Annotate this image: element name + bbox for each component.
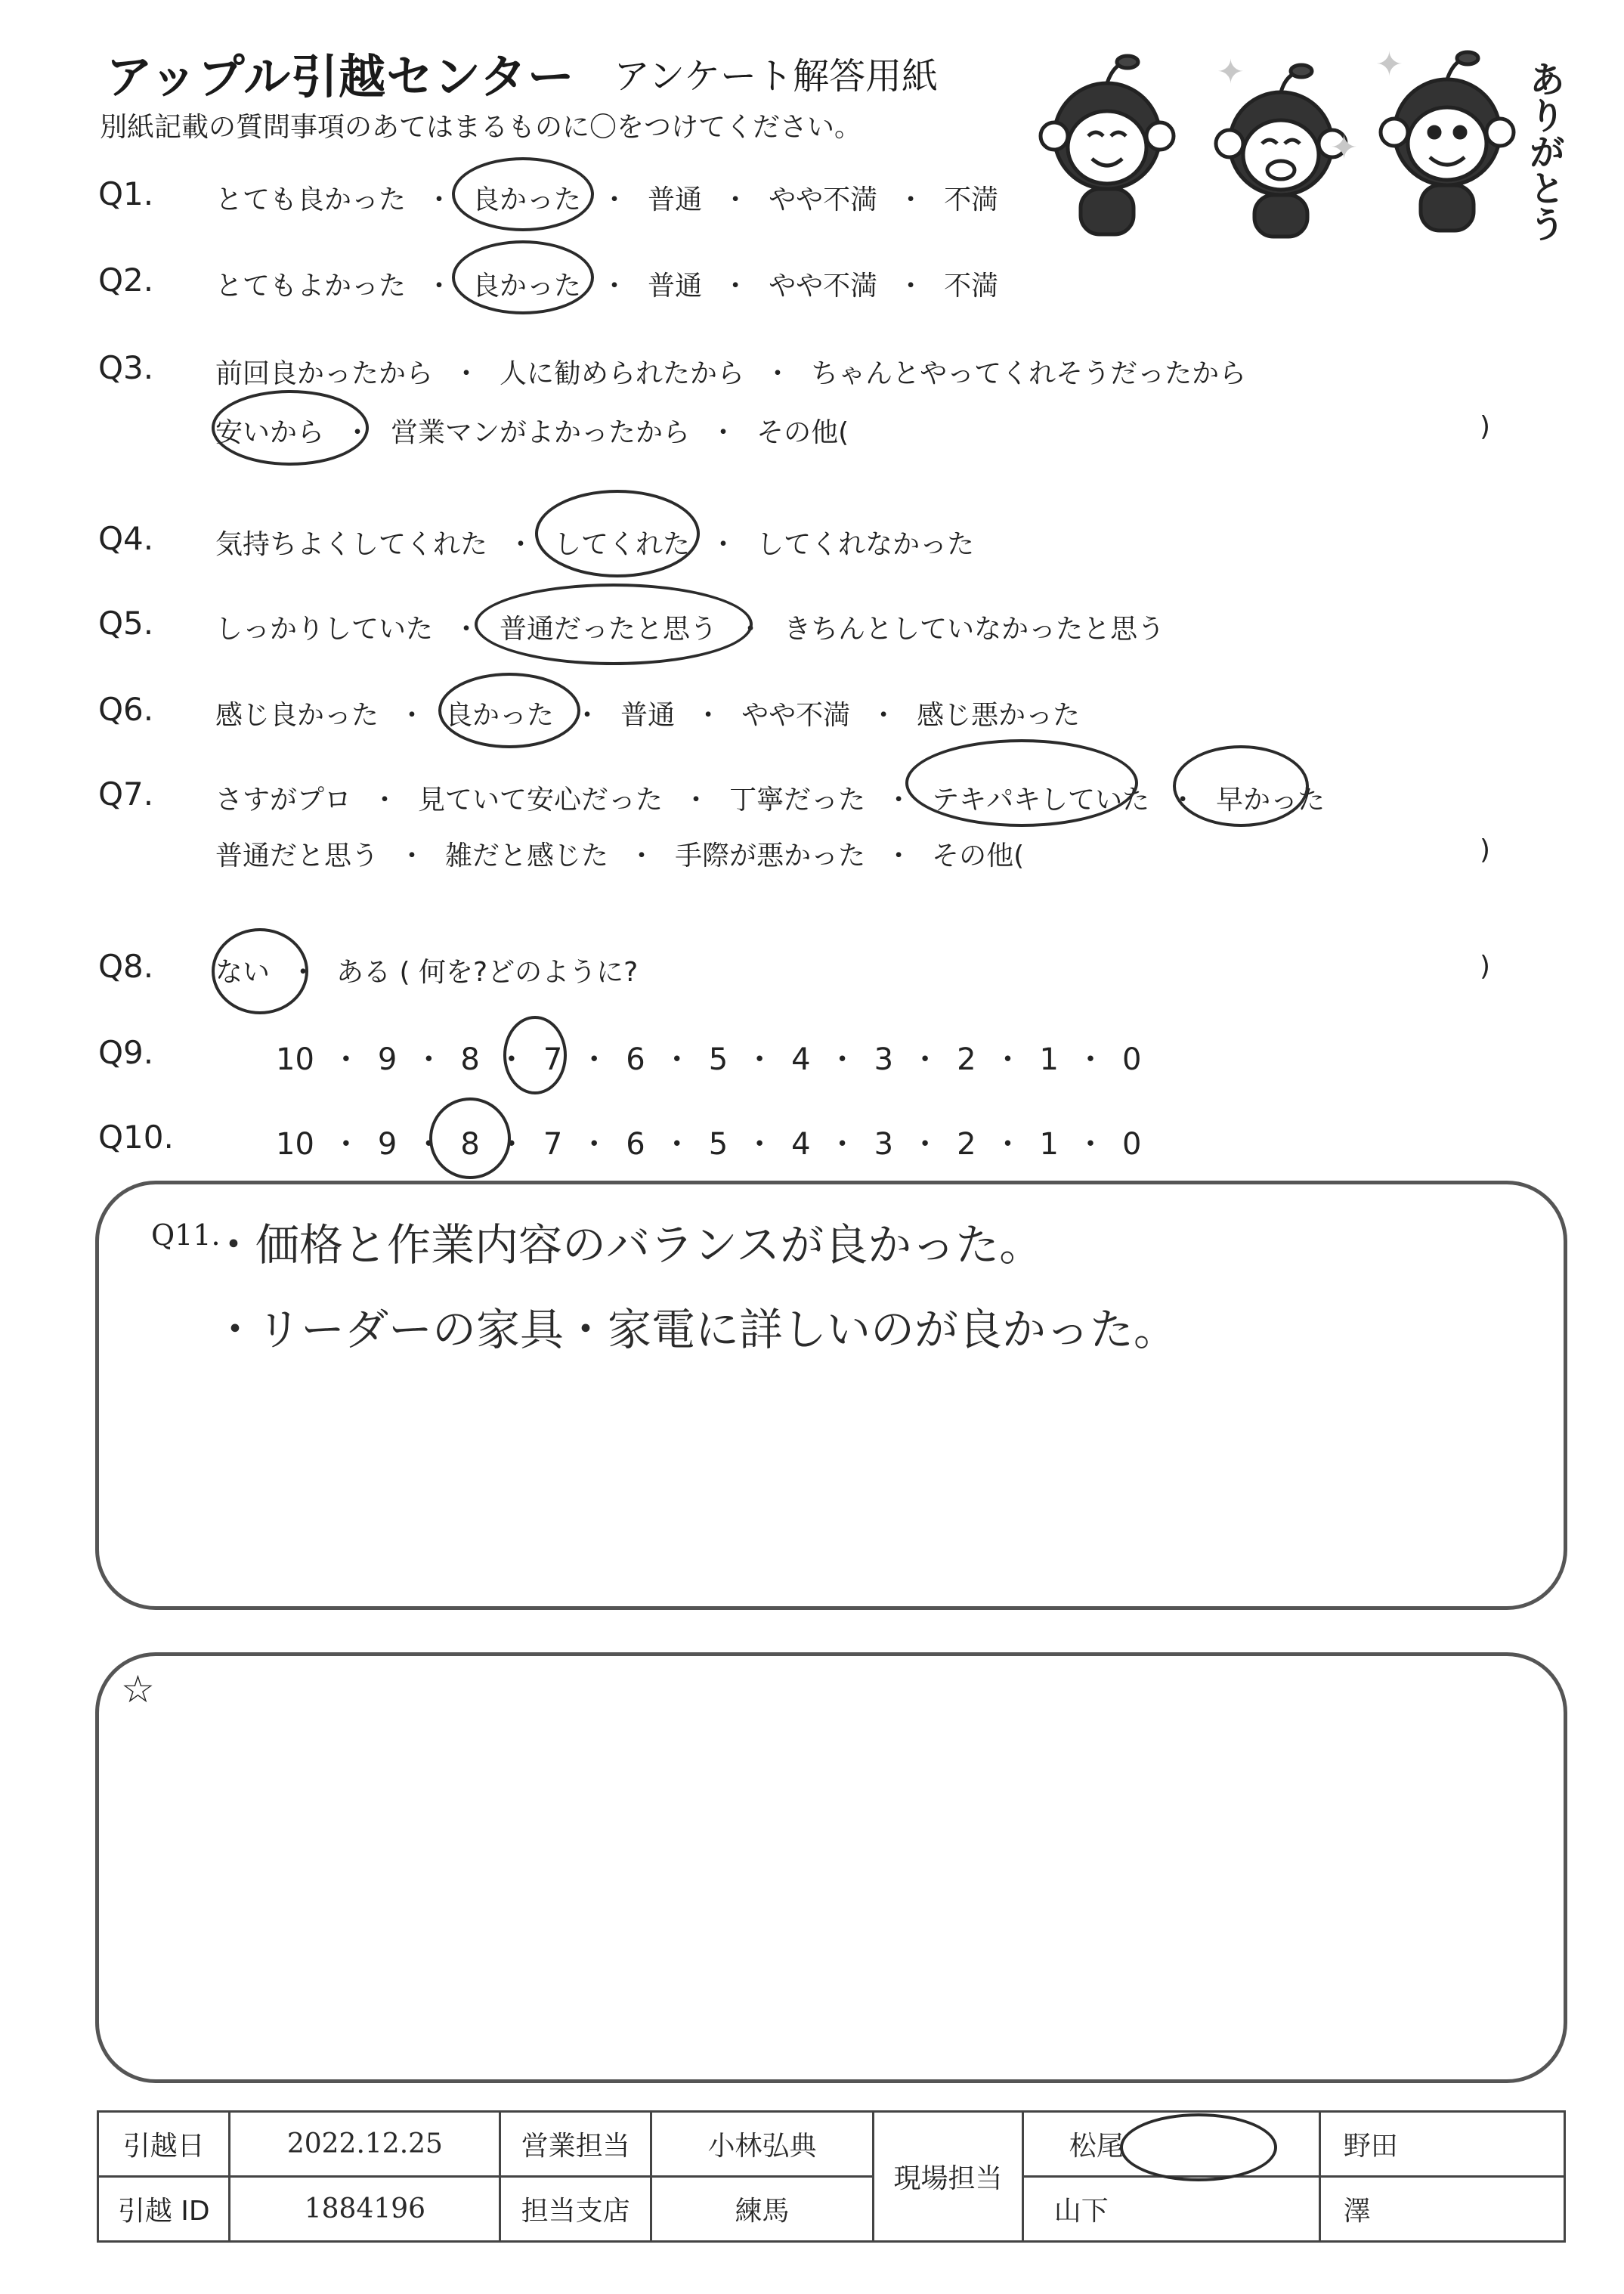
q1-option[interactable]: とても良かった [215, 184, 407, 215]
q7-option-selected[interactable]: テキパキしていた [932, 785, 1150, 816]
q9-score-selected[interactable]: 7 [543, 1042, 563, 1077]
q10-score[interactable]: 4 [791, 1127, 811, 1162]
move-date-label: 引越日 [98, 2112, 230, 2177]
q7-selection-circle [905, 739, 1138, 827]
q7-option[interactable]: 見ていて安心だった [418, 785, 664, 816]
q3-option[interactable]: ちゃんとやってくれそうだったから [811, 358, 1247, 389]
form-title: アンケート解答用紙 [614, 55, 939, 98]
q2-option[interactable]: やや不満 [769, 271, 878, 302]
q10-score[interactable]: 5 [708, 1127, 728, 1162]
q3-selection-circle [212, 390, 369, 466]
q6-option[interactable]: やや不満 [741, 700, 851, 731]
q7-close-paren: ) [1480, 834, 1491, 865]
q8-selection-circle [212, 928, 308, 1014]
q2-option[interactable]: 不満 [944, 271, 999, 302]
q9-score[interactable]: 4 [791, 1042, 811, 1077]
q10-score[interactable]: 10 [276, 1127, 314, 1162]
sparkle-icon: ✦ [1375, 45, 1403, 84]
q10-label: Q10. [98, 1119, 174, 1156]
q4-label: Q4. [98, 520, 154, 557]
q3-label: Q3. [98, 349, 154, 386]
sales-label: 営業担当 [500, 2112, 651, 2177]
q3-options-line1: 前回良かったから ・ 人に勧められたから ・ ちゃんとやってくれそうだったから [215, 352, 1246, 391]
q9-selection-circle [503, 1016, 567, 1094]
q10-selection-circle [429, 1097, 511, 1179]
instruction-text: 別紙記載の質問事項のあてはまるものに〇をつけてください。 [100, 112, 862, 143]
q10-score[interactable]: 7 [543, 1127, 563, 1162]
q5-option[interactable]: しっかりしていた [215, 614, 434, 645]
q7-label: Q7. [98, 776, 154, 813]
q1-option[interactable]: 不満 [944, 184, 999, 215]
q3-option[interactable]: 営業マンがよかったから [391, 417, 691, 448]
q7-selection-circle [1173, 745, 1309, 827]
q7-option[interactable]: 手際が悪かった [675, 841, 866, 871]
free-comment-box[interactable] [95, 1652, 1567, 2083]
footer-info-table [97, 2110, 1566, 2243]
field-staff-4: 澤 [1319, 2177, 1564, 2242]
q5-option[interactable]: きちんとしていなかったと思う [784, 614, 1165, 645]
q7-option-selected[interactable]: 早かった [1216, 785, 1325, 816]
q2-label: Q2. [98, 262, 154, 299]
q6-label: Q6. [98, 691, 154, 728]
q3-option[interactable]: 人に勧められたから [500, 358, 745, 389]
q9-scale: 10 ・ 9 ・ 8 ・ 7 ・ 6 ・ 5 ・ 4 ・ 3 ・ 2 ・ 1 ・ 0 [276, 1042, 1142, 1077]
q10-score[interactable]: 2 [957, 1127, 976, 1162]
q5-option-selected[interactable]: 普通だったと思う [500, 614, 718, 645]
q7-options-line2: 普通だと思う ・ 雑だと感じた ・ 手際が悪かった ・ その他( [215, 834, 1024, 873]
q3-option-selected[interactable]: 安いから [215, 417, 325, 448]
q4-option-selected[interactable]: してくれた [554, 529, 691, 560]
q8-label: Q8. [98, 948, 154, 985]
q3-option-other[interactable]: その他( [756, 417, 849, 448]
q11-answer-line-1: ・価格と作業内容のバランスが良かった。 [212, 1219, 1044, 1271]
q9-score[interactable]: 9 [377, 1042, 397, 1077]
q10-score-selected[interactable]: 8 [460, 1127, 480, 1162]
sales-name: 小林弘典 [651, 2112, 873, 2177]
q5-label: Q5. [98, 605, 154, 642]
q6-option[interactable]: 感じ悪かった [917, 700, 1081, 731]
q7-option[interactable]: 普通だと思う [215, 841, 379, 871]
move-date-value: 2022.12.25 [230, 2112, 500, 2177]
q10-score[interactable]: 9 [377, 1127, 397, 1162]
q9-score[interactable]: 2 [957, 1042, 976, 1077]
q5-options: しっかりしていた ・ 普通だったと思う ・ きちんとしていなかったと思う [215, 608, 1165, 646]
q3-option[interactable]: 前回良かったから [215, 358, 434, 389]
q7-option[interactable]: 雑だと感じた [445, 841, 609, 871]
branch-name: 練馬 [651, 2177, 873, 2242]
q1-label: Q1. [98, 175, 154, 212]
q11-answer-line-2: ・リーダーの家具・家電に詳しいのが良かった。 [213, 1304, 1178, 1355]
move-id-label: 引越 ID [98, 2177, 230, 2242]
branch-label: 担当支店 [500, 2177, 651, 2242]
sparkle-icon: ✦ [1217, 53, 1245, 91]
q1-selection-circle [452, 157, 594, 231]
move-id-value: 1884196 [230, 2177, 500, 2242]
q7-option-other[interactable]: その他( [932, 841, 1025, 871]
q2-option-selected[interactable]: 良かった [472, 271, 582, 302]
q7-option[interactable]: さすがプロ [215, 785, 352, 816]
q1-option[interactable]: 普通 [648, 184, 703, 215]
field-staff-circle [1120, 2113, 1277, 2181]
q8-option-selected[interactable]: ない [215, 957, 271, 988]
q5-selection-circle [475, 584, 753, 665]
q8-options: ない ・ ある ( 何を?どのように? [215, 951, 638, 989]
q3-options-line2: 安いから ・ 営業マンがよかったから ・ その他( [215, 411, 849, 450]
q10-score[interactable]: 3 [874, 1127, 894, 1162]
q11-label: Q11. [151, 1218, 221, 1252]
star-icon: ☆ [121, 1667, 155, 1711]
q7-option[interactable]: 丁寧だった [729, 785, 866, 816]
q1-option[interactable]: やや不満 [769, 184, 878, 215]
q9-score[interactable]: 0 [1121, 1042, 1142, 1077]
q2-selection-circle [452, 240, 594, 314]
q2-option[interactable]: とてもよかった [215, 271, 407, 302]
sparkle-icon: ✦ [1330, 128, 1358, 167]
q9-score[interactable]: 5 [708, 1042, 728, 1077]
q10-score[interactable]: 0 [1121, 1127, 1142, 1162]
field-staff-label: 現場担当 [874, 2112, 1023, 2242]
mascot-caption: ありがとう [1523, 60, 1565, 242]
q10-scale: 10 ・ 9 ・ 8 ・ 7 ・ 6 ・ 5 ・ 4 ・ 3 ・ 2 ・ 1 ・ 0 [276, 1127, 1142, 1162]
q7-options-line1: さすがプロ ・ 見ていて安心だった ・ 丁寧だった ・ テキパキしていた ・ 早かった [215, 779, 1325, 817]
company-name: アップル引越センター [106, 49, 575, 104]
q9-score[interactable]: 3 [874, 1042, 894, 1077]
field-staff-2: 山下 [1022, 2177, 1319, 2242]
q6-option[interactable]: 感じ良かった [215, 700, 379, 731]
q1-option-selected[interactable]: 良かった [472, 184, 582, 215]
q2-options: とてもよかった ・ 良かった ・ 普通 ・ やや不満 ・ 不満 [215, 265, 998, 303]
q9-label: Q9. [98, 1034, 154, 1071]
q4-options: 気持ちよくしてくれた ・ してくれた ・ してくれなかった [215, 523, 974, 562]
q2-option[interactable]: 普通 [648, 271, 703, 302]
q3-close-paren: ) [1480, 411, 1491, 442]
field-staff-3: 野田 [1319, 2112, 1564, 2177]
q6-option-selected[interactable]: 良かった [445, 700, 555, 731]
q9-score[interactable]: 6 [626, 1042, 645, 1077]
q1-options: とても良かった ・ 良かった ・ 普通 ・ やや不満 ・ 不満 [215, 178, 998, 217]
q6-selection-circle [438, 673, 580, 748]
field-staff-1: 松尾 [1022, 2112, 1319, 2177]
q8-close-paren: ) [1480, 951, 1491, 982]
q10-score[interactable]: 1 [1039, 1127, 1059, 1162]
q4-option[interactable]: してくれなかった [756, 529, 975, 560]
q10-score[interactable]: 6 [626, 1127, 645, 1162]
mascot-illustration [1035, 38, 1527, 242]
q4-option[interactable]: 気持ちよくしてくれた [215, 529, 488, 560]
q9-score[interactable]: 8 [460, 1042, 480, 1077]
q4-selection-circle [535, 490, 700, 577]
q9-score[interactable]: 10 [276, 1042, 314, 1077]
q8-option-other[interactable]: ある ( 何を?どのように? [336, 957, 639, 988]
q9-score[interactable]: 1 [1039, 1042, 1059, 1077]
q6-option[interactable]: 普通 [620, 700, 676, 731]
q6-options: 感じ良かった ・ 良かった ・ 普通 ・ やや不満 ・ 感じ悪かった [215, 694, 1080, 732]
